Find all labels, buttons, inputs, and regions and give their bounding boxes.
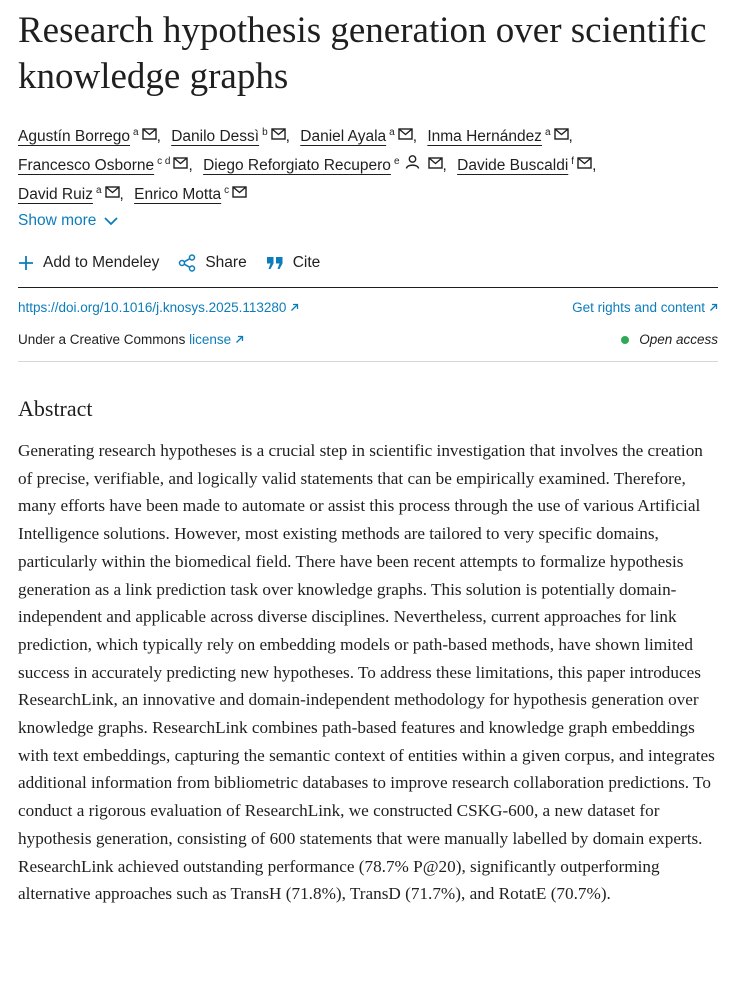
- divider: [18, 287, 718, 288]
- open-access-label: Open access: [639, 332, 718, 347]
- doi-link-text: https://doi.org/10.1016/j.knosys.2025.113280: [18, 300, 287, 315]
- author-entry: [300, 128, 412, 145]
- mail-icon[interactable]: [232, 181, 247, 206]
- author-link[interactable]: Francesco Osborne: [18, 157, 155, 175]
- share-icon: [178, 254, 196, 272]
- article-title: Research hypothesis generation over scientific knowledge graphs: [18, 10, 707, 97]
- author-link[interactable]: Danilo Dessì: [171, 128, 260, 146]
- mail-icon[interactable]: [105, 181, 120, 206]
- person-icon: [405, 152, 420, 177]
- author-link[interactable]: Diego Reforgiato Recupero: [203, 157, 391, 175]
- show-more-button[interactable]: [18, 212, 118, 230]
- open-access-dot: [621, 336, 629, 344]
- author-affiliation: e: [393, 156, 400, 168]
- rights-link-text: Get rights and content: [572, 300, 705, 315]
- mail-icon[interactable]: [142, 123, 157, 148]
- external-link-icon: [290, 303, 299, 312]
- author-entry: [457, 157, 592, 174]
- mail-icon[interactable]: [577, 152, 592, 177]
- open-access-badge: [621, 332, 718, 347]
- author-affiliation: a: [133, 127, 139, 138]
- author-affiliation: a: [95, 185, 102, 197]
- license-link[interactable]: [189, 332, 244, 347]
- author-link[interactable]: Enrico Motta: [134, 186, 222, 204]
- abstract-text: Generating research hypotheses is a crucial step in scientific investigation that involves the creation of precise, verifiable, and logically valid statements that can be empirically examined. Therefore, many efforts have been made to automate or assist this process through the use of various Artificial Intelligence solutions. However, most existing methods are tailored to very specific domains, particularly within the biomedical field. There have been recent attempts to formalize hypothesis generation as a link prediction task over knowledge graphs. This solution is potentially domain-independent and applicable across diverse disciplines. Nevertheless, current approaches for link prediction, which typically rely on embedding models or path-based methods, have shown limited success in accurately predicting new hypotheses. To address these limitations, this paper introduces ResearchLink, an innovative and domain-independent methodology for hypothesis generation over knowledge graphs. ResearchLink combines path-based features and knowledge graph embeddings with text embeddings, capturing the semantic context of entities within a given corpus, and integrates additional information from bibliometric databases to improve research collaboration predictions. To conduct a rigorous evaluation of ResearchLink, we constructed CSKG-600, a new dataset for hypothesis generation, consisting of 600 statements that were manually labelled by domain experts. ResearchLink achieved outstanding performance (78.7% P@20), significantly outperforming alternative approaches such as TransH (71.8%), TransD (71.7%), and RotatE (70.7%).: [18, 441, 715, 904]
- share-label: Share: [205, 254, 247, 271]
- mail-icon[interactable]: [428, 152, 443, 177]
- article-actions: [18, 254, 339, 272]
- author-link[interactable]: Agustín Borrego: [18, 128, 131, 146]
- mail-icon[interactable]: [173, 152, 188, 177]
- author-entry: [18, 128, 157, 145]
- author-entry: [18, 157, 188, 174]
- author-list: Agustín Borrego $^a$ , Danilo Dessì $^b$ , Daniel Ayala $^a$ , Inma Hernández $^a$ , Francesco Osborne $^{c d}$ , Diego Reforgiato Recupero $^e$ , Davide Buscaldi $^f$ , David Ruiz $^a$ , Enrico Motta $^c$: [18, 120, 718, 207]
- divider: [18, 361, 718, 362]
- author-affiliation: a: [544, 127, 551, 138]
- article-page: [18, 0, 718, 904]
- show-more-label: Show more: [18, 212, 97, 229]
- mail-icon[interactable]: [554, 123, 569, 148]
- abstract-heading: Abstract: [18, 396, 93, 421]
- chevron-down-icon: [104, 217, 118, 226]
- author-affiliation: a: [389, 127, 395, 138]
- external-link-icon: [709, 303, 718, 312]
- author-entry: [203, 157, 442, 174]
- doi-row: [18, 300, 718, 315]
- external-link-icon: [235, 335, 244, 344]
- mail-icon[interactable]: [398, 123, 413, 148]
- author-link[interactable]: Inma Hernández: [427, 128, 542, 146]
- cite-label: Cite: [292, 254, 321, 271]
- author-entry: [171, 128, 285, 145]
- doi-link[interactable]: [18, 300, 299, 315]
- author-entry: [427, 128, 568, 145]
- author-affiliation: b: [262, 127, 268, 138]
- author-affiliation: c: [224, 185, 230, 197]
- quote-icon: [266, 255, 284, 271]
- author-link[interactable]: David Ruiz: [18, 186, 93, 204]
- license-prefix: Under a Creative Commons: [18, 332, 186, 347]
- plus-icon: [18, 255, 34, 271]
- author-entry: [18, 186, 120, 203]
- license-link-text: license: [189, 332, 232, 347]
- cite-button[interactable]: [266, 254, 321, 272]
- rights-link[interactable]: [572, 300, 718, 315]
- license-row: [18, 332, 718, 347]
- add-to-mendeley-button[interactable]: [18, 254, 159, 272]
- author-link[interactable]: Daniel Ayala: [300, 128, 387, 146]
- author-affiliation: f: [571, 156, 575, 168]
- author-affiliation: c d: [157, 156, 171, 168]
- license-text: [18, 332, 244, 347]
- add-to-mendeley-label: Add to Mendeley: [43, 254, 160, 271]
- share-button[interactable]: [178, 254, 246, 272]
- author-link[interactable]: Davide Buscaldi: [457, 157, 569, 175]
- mail-icon[interactable]: [271, 123, 286, 148]
- author-entry: [134, 186, 247, 203]
